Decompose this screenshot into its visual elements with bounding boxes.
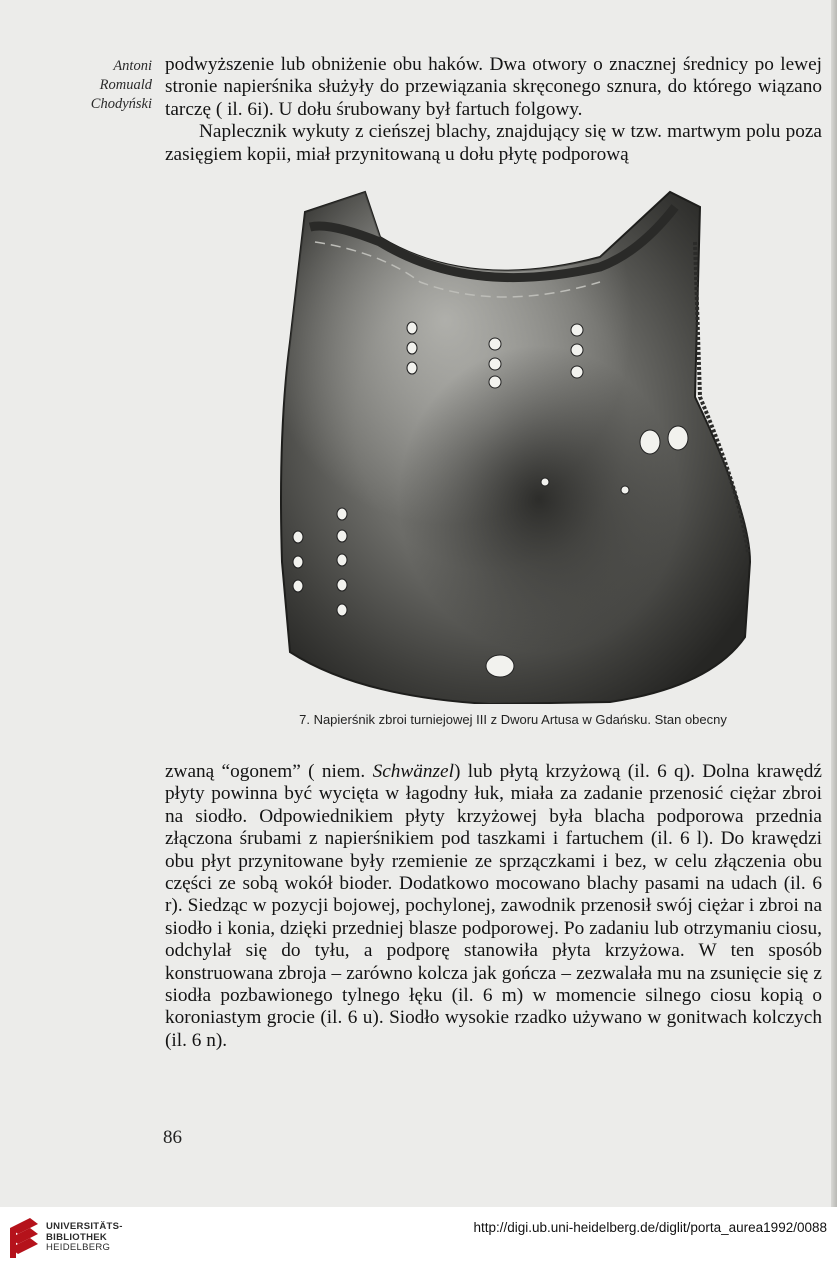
- library-line: HEIDELBERG: [46, 1242, 111, 1253]
- library-name: [46, 1222, 123, 1254]
- library-line: BIBLIOTHEK: [46, 1231, 108, 1243]
- german-term: Schwänzel: [372, 761, 454, 782]
- author-line: Romuald: [99, 77, 152, 93]
- margin-author-name: [60, 57, 152, 114]
- breastplate-photo: [270, 182, 760, 704]
- figure-caption: 7. Napierśnik zbroi turniejowej III z Dworu Artusa w Gdańsku. Stan obecny: [299, 712, 727, 727]
- body-text-bottom: [165, 761, 822, 1052]
- paragraph: Naplecznik wykuty z cieńszej blachy, znajdujący się w tzw. martwym polu poza zasięgiem kopii, miał przynitowaną u dołu płytę podporową: [165, 121, 822, 165]
- paragraph: podwyższenie lub obniżenie obu haków. Dwa otwory o znacznej średnicy po lewej stronie napierśnika służyły do przewiązania skręconego sznura, do którego wiązano tarczę ( il. 6i). U dołu śrubowany był fartuch folgowy.: [165, 54, 822, 120]
- author-line: Antoni: [113, 58, 152, 74]
- page-edge-shadow: [831, 0, 837, 1207]
- library-line: UNIVERSITÄTS-: [46, 1221, 123, 1232]
- body-text-top: [165, 54, 822, 166]
- ub-heidelberg-logo: [8, 1216, 40, 1260]
- footer-bar: [0, 1207, 837, 1269]
- page-number: 86: [163, 1127, 182, 1148]
- source-url-link[interactable]: http://digi.ub.uni-heidelberg.de/diglit/porta_aurea1992/0088: [473, 1220, 827, 1235]
- breastplate-illustration: [270, 182, 760, 704]
- author-line: Chodyński: [90, 96, 152, 112]
- paragraph: zwaną “ogonem” ( niem. Schwänzel) lub płytą krzyżową (il. 6 q). Dolna krawędź płyty powinna być wycięta w łagodny łuk, miała za zadanie przenosić ciężar zbroi na siodło. Odpowiednikiem płyty krzyżowej była blacha podporowa przednia złączona śrubami z napierśnikiem pod taszkami i fartuchem (il. 6 l). Do krawędzi obu płyt przynitowane były rzemienie ze sprzączkami i bez, w celu złączenia obu części ze sobą wokół bioder. Dodatkowo mocowano blachy pasami na udach (il. 6 r). Siedząc w pozycji bojowej, pochylonej, zawodnik przenosił swój ciężar i zbroi na siodło i konia, dzięki przedniej blasze podporowej. Po zadaniu lub otrzymaniu ciosu, odchylał się do tyłu, a podporę stanowiła płyta krzyżowa. W ten sposób konstruowana zbroja – zarówno kolcza jak gończa – zezwalała mu na zsunięcie się z siodła pozbawionego tylnego łęku (il. 6 m) w momencie silnego ciosu kopią o koroniastym grocie (il. 6 u). Siodło wysokie rzadko używano w gonitwach kolczych (il. 6 n).: [165, 761, 822, 1051]
